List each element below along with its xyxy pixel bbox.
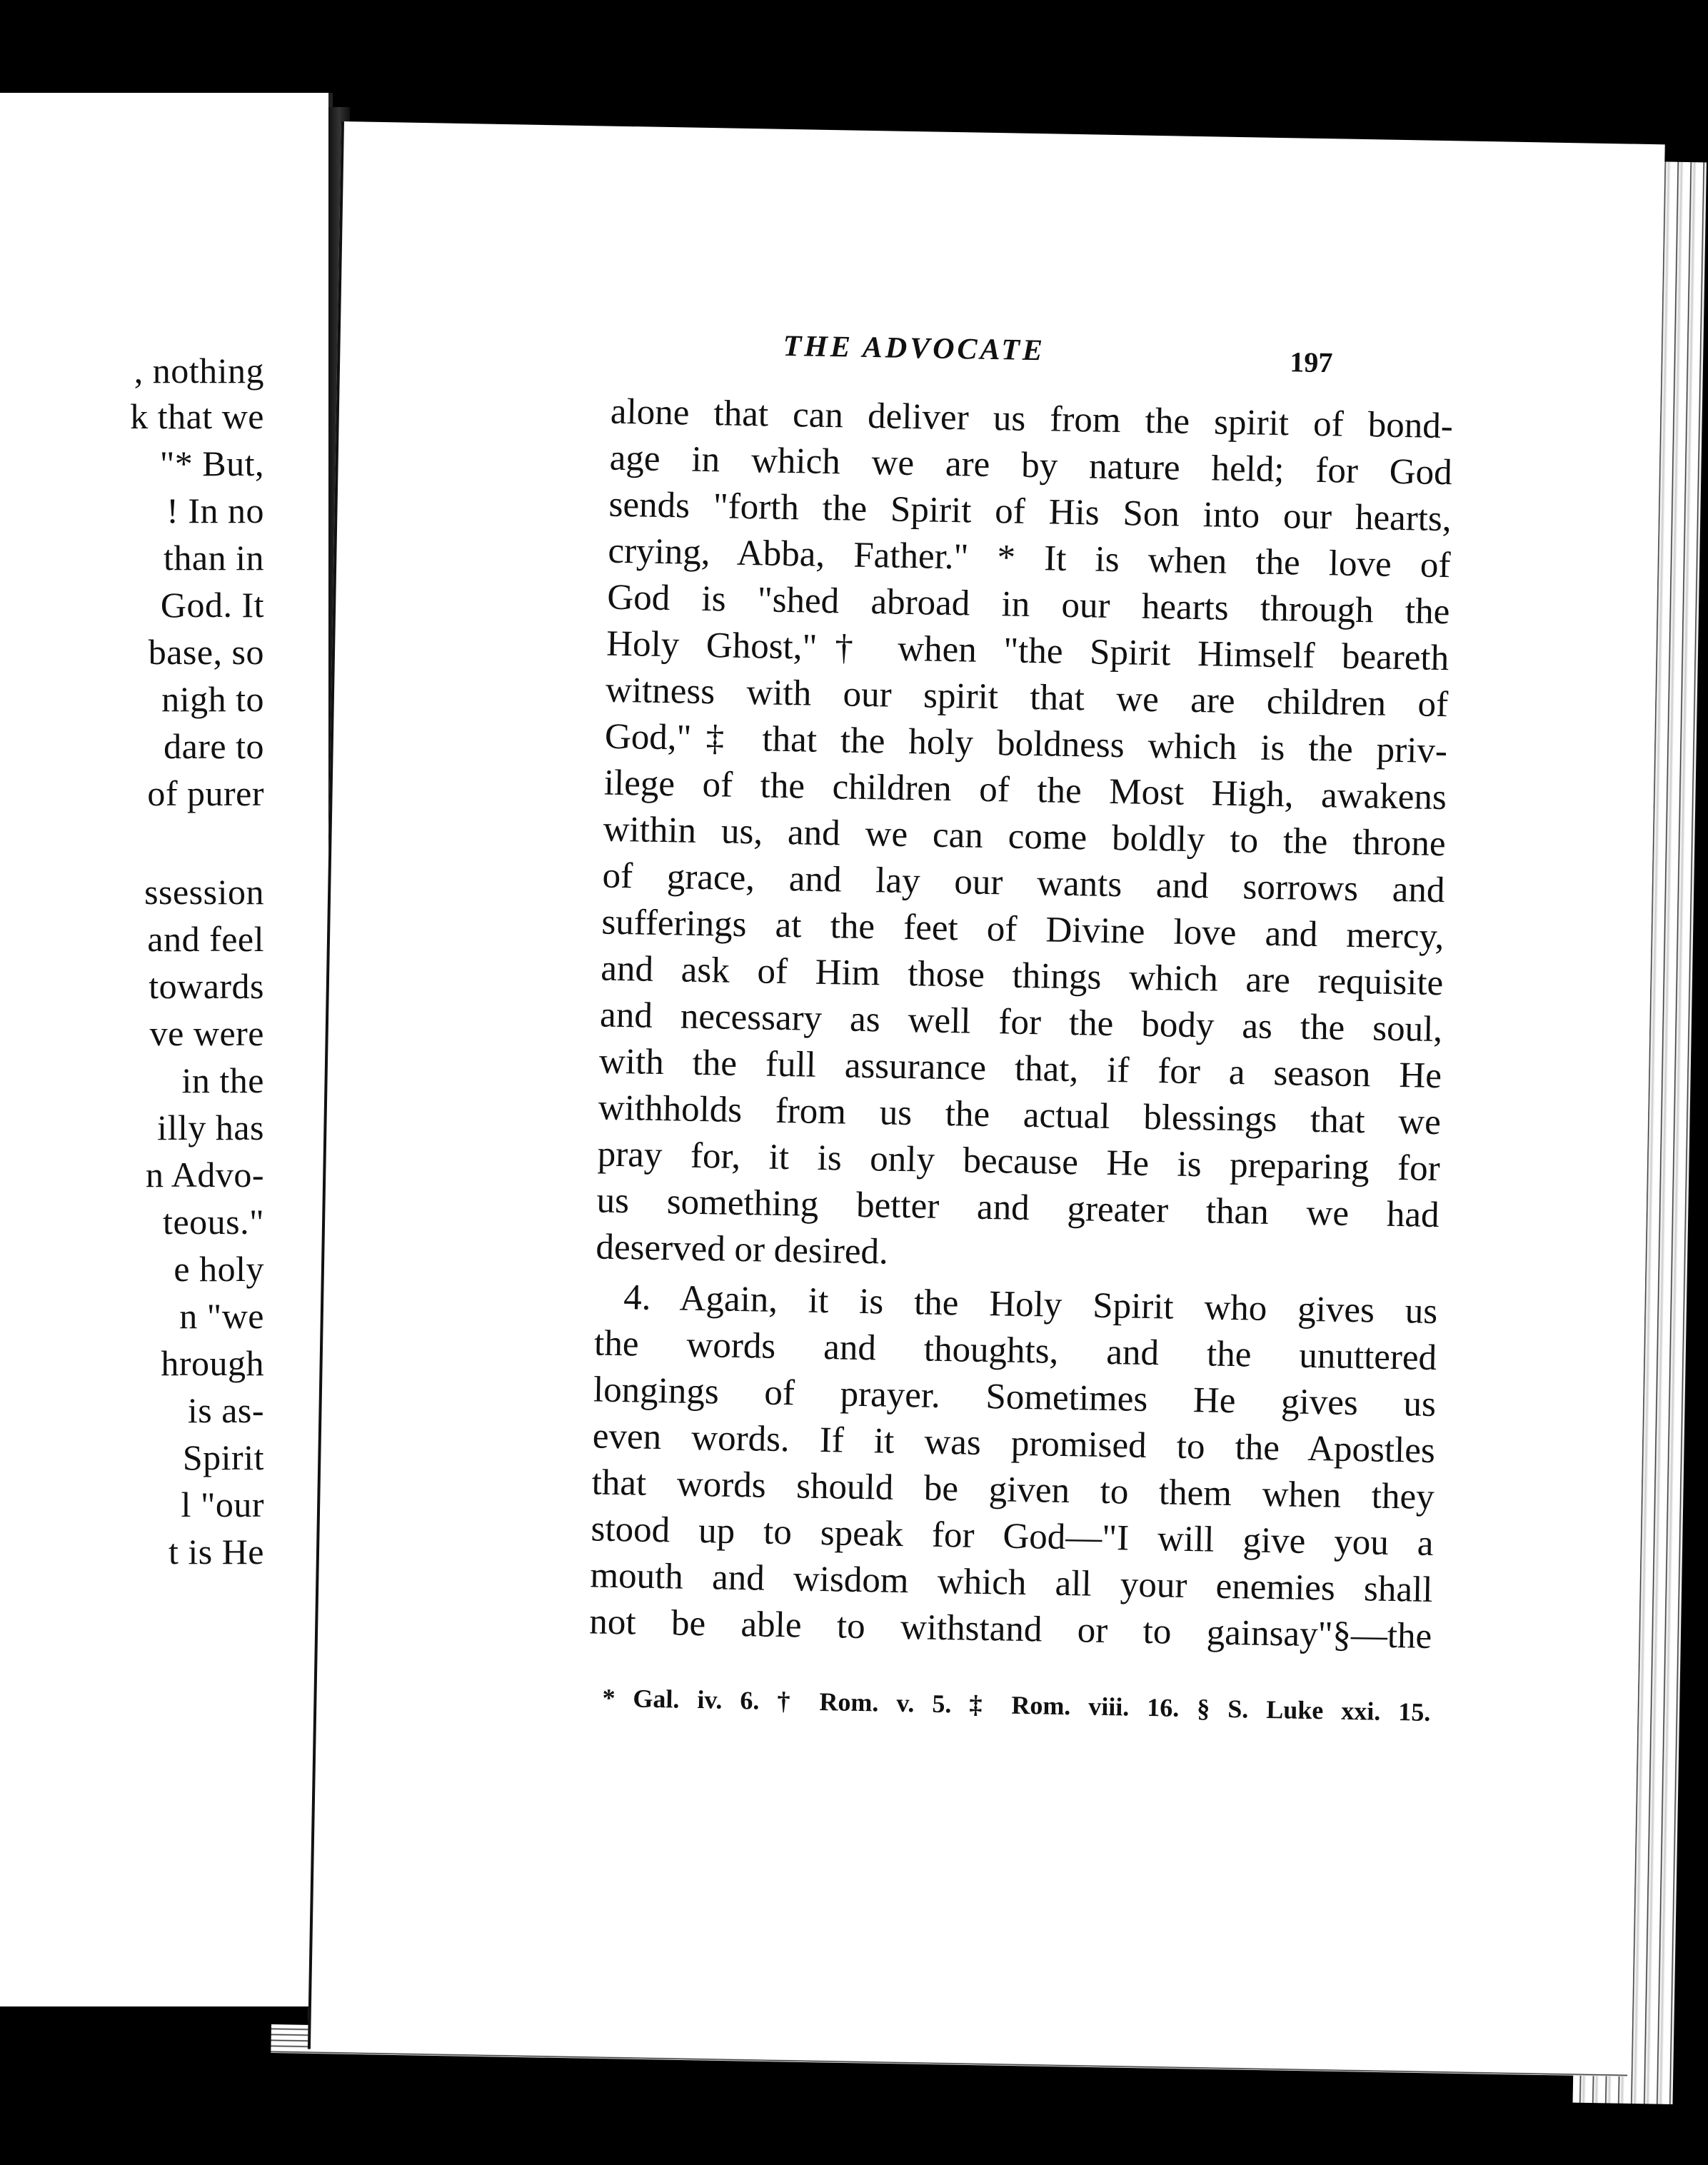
- previous-page-line: teous.": [163, 1202, 264, 1242]
- previous-page-line: than in: [164, 538, 264, 578]
- text-line: ilege of the children of the Most High, awakens: [603, 763, 1447, 818]
- text-line: alone that can deliver us from the spirit of bond-: [610, 391, 1454, 447]
- text-line: within us, and we can come boldly to the throne: [603, 809, 1447, 865]
- previous-page-line: n Advo-: [146, 1155, 264, 1195]
- text-line: longings of prayer. Sometimes He gives us: [593, 1370, 1437, 1425]
- running-head: THE ADVOCATE: [783, 329, 1046, 368]
- text-line: us something better and greater than we had: [596, 1180, 1440, 1236]
- text-line: not be able to withstand or to gainsay"§—the: [588, 1602, 1432, 1657]
- text-line: 4. Again, it is the Holy Spirit who gives us: [623, 1277, 1438, 1332]
- previous-page-line: n "we: [179, 1296, 264, 1336]
- text-line: witness with our spirit that we are children of: [605, 670, 1449, 725]
- text-line: the words and thoughts, and the unuttered: [593, 1323, 1437, 1379]
- previous-page-line: , nothing: [134, 351, 264, 391]
- previous-page-line: e holy: [174, 1249, 264, 1289]
- text-line: withholds from us the actual blessings that we: [598, 1087, 1442, 1143]
- previous-page-line: t is He: [168, 1532, 264, 1572]
- text-line: even words. If it was promised to the Apostles: [592, 1416, 1436, 1472]
- previous-page-line: ssession: [144, 872, 264, 912]
- text-line: age in which we are by nature held; for God: [609, 438, 1453, 493]
- footnotes: * Gal. iv. 6. † Rom. v. 5. ‡ Rom. viii. 16. § S. Luke xxi. 15.: [602, 1683, 1431, 1727]
- previous-page-line: and feel: [147, 919, 264, 959]
- previous-page-line: dare to: [164, 726, 264, 766]
- text-line: sends "forth the Spirit of His Son into our hearts,: [608, 484, 1452, 540]
- previous-page-line: illy has: [157, 1107, 264, 1147]
- previous-page-line: ve were: [149, 1013, 264, 1053]
- text-line: and necessary as well for the body as the soul,: [599, 995, 1443, 1050]
- previous-page-line: towards: [149, 966, 264, 1006]
- text-line: deserved or desired.: [596, 1227, 889, 1272]
- previous-page-line: God. It: [160, 585, 264, 625]
- page-header: [340, 321, 1662, 394]
- previous-page-line: l "our: [181, 1485, 264, 1524]
- previous-page: [0, 93, 333, 2006]
- text-line: that words should be given to them when they: [591, 1462, 1435, 1518]
- previous-page-line: Spirit: [182, 1437, 264, 1477]
- current-page: [308, 121, 1665, 2072]
- text-line: God is "shed abroad in our hearts through the: [606, 577, 1450, 633]
- text-line: crying, Abba, Father." * It is when the love of: [608, 531, 1451, 586]
- text-line: sufferings at the feet of Divine love and mercy,: [601, 902, 1445, 958]
- page-number: 197: [1289, 346, 1333, 379]
- text-line: God,"‡ that the holy boldness which is the priv-: [604, 716, 1448, 772]
- text-line: and ask of Him those things which are requisite: [600, 948, 1444, 1004]
- text-line: with the full assurance that, if for a season He: [598, 1041, 1442, 1097]
- text-line: pray for, it is only because He is preparing for: [597, 1134, 1441, 1190]
- text-line: Holy Ghost,"† when "the Spirit Himself beareth: [606, 623, 1450, 679]
- previous-page-line: nigh to: [161, 679, 264, 719]
- previous-page-line: hrough: [161, 1343, 264, 1383]
- text-line: stood up to speak for God—"I will give you a: [591, 1509, 1434, 1564]
- previous-page-line: ! In no: [166, 491, 264, 531]
- previous-page-line: in the: [181, 1060, 264, 1100]
- previous-page-line: is as-: [187, 1390, 264, 1430]
- previous-page-line: "* But,: [159, 443, 264, 483]
- previous-page-line: k that we: [130, 396, 264, 436]
- previous-page-line: base, so: [148, 632, 264, 672]
- text-line: mouth and wisdom which all your enemies shall: [590, 1555, 1433, 1610]
- previous-page-line: of purer: [147, 773, 264, 813]
- text-line: of grace, and lay our wants and sorrows and: [602, 855, 1445, 911]
